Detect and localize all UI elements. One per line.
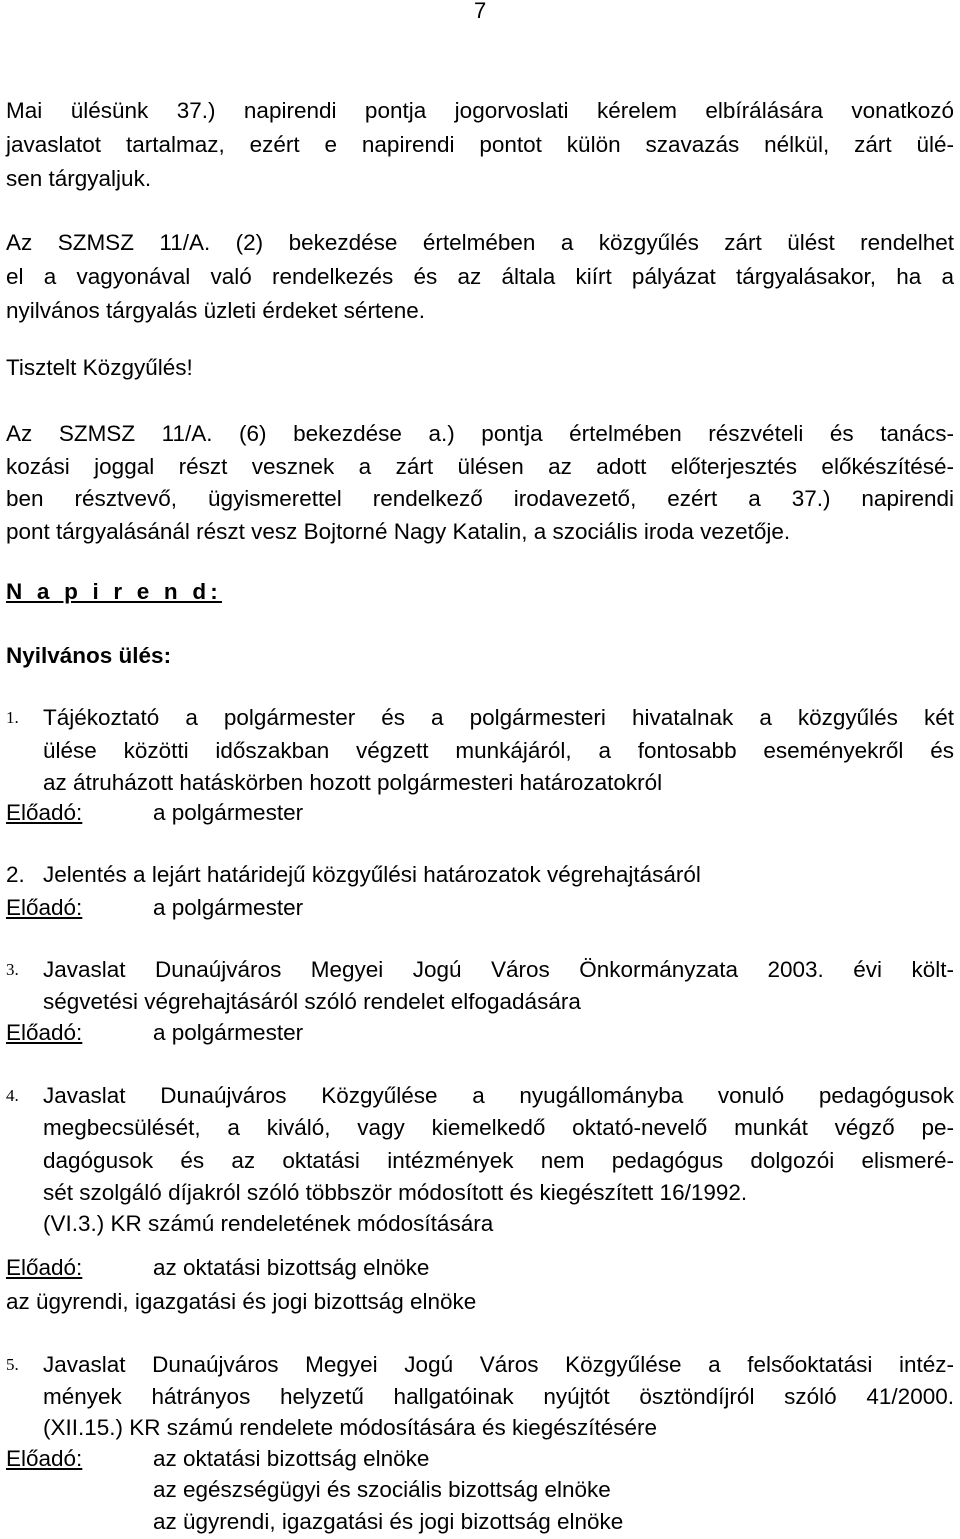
item-text-line: Javaslat Dunaújváros Közgyűlése a nyugállományba vonuló pedagógusok	[43, 1083, 954, 1108]
text-line: Mai ülésünk 37.) napirendi pontja jogorvoslati kérelem elbírálására vonatkozó	[6, 98, 954, 123]
text-line: kozási joggal részt vesznek a zárt ülésen az adott előterjesztés előkészítésé-	[6, 454, 954, 479]
text-line: pont tárgyalásánál részt vesz Bojtorné Nagy Katalin, a szociális iroda vezetője.	[6, 519, 791, 544]
greeting: Tisztelt Közgyűlés!	[6, 355, 193, 380]
page-number: 7	[474, 0, 487, 23]
text-line: javaslatot tartalmaz, ezért e napirendi pontot külön szavazás nélkül, zárt ülé-	[6, 132, 954, 157]
speaker-name: a polgármester	[153, 800, 304, 825]
speaker-label: Előadó:	[6, 1020, 83, 1045]
speaker-name: a polgármester	[153, 1020, 304, 1045]
text-line: sen tárgyaljuk.	[6, 166, 152, 191]
text-line: nyilvános tárgyalás üzleti érdeket sértene.	[6, 298, 425, 323]
speaker-label: Előadó:	[6, 1446, 83, 1471]
item-text-line: Javaslat Dunaújváros Megyei Jogú Város Közgyűlése a felsőoktatási intéz-	[43, 1352, 954, 1377]
speaker-row	[6, 1019, 954, 1047]
item-number: 4.	[6, 1086, 19, 1105]
item-text-line: ülése közötti időszakban végzett munkájáról, a fontosabb eseményekről és	[43, 738, 954, 763]
speaker-row	[6, 1445, 954, 1473]
item-number: 5.	[6, 1355, 19, 1374]
speaker-name: a polgármester	[153, 895, 304, 920]
item-text-line: Tájékoztató a polgármester és a polgármesteri hivatalnak a közgyűlés két	[43, 705, 954, 730]
item-text-line: Jelentés a lejárt határidejű közgyűlési határozatok végrehajtásáról	[43, 862, 701, 887]
item-text-line: ségvetési végrehajtásáról szóló rendelet elfogadására	[43, 989, 581, 1014]
item-text-line: az átruházott hatáskörben hozott polgármesteri határozatokról	[43, 770, 663, 795]
item-text-line: dagógusok és az oktatási intézmények nem pedagógus dolgozói elismeré-	[43, 1148, 954, 1173]
item-number: 1.	[6, 708, 19, 727]
item-text-line: sét szolgáló díjakról szóló többször módosított és kiegészített 16/1992.	[43, 1180, 748, 1205]
text-line: Az SZMSZ 11/A. (6) bekezdése a.) pontja értelmében részvételi és tanács-	[6, 421, 954, 446]
speaker-row	[6, 1254, 954, 1282]
session-heading: Nyilvános ülés:	[6, 643, 172, 668]
text-line: ben résztvevő, ügyismerettel rendelkező irodavezető, ezért a 37.) napirendi	[6, 486, 954, 511]
speaker-name-extra: az ügyrendi, igazgatási és jogi bizottság elnöke	[6, 1289, 477, 1314]
item-text-line: Javaslat Dunaújváros Megyei Jogú Város Önkormányzata 2003. évi költ-	[43, 957, 954, 982]
speaker-row	[6, 799, 954, 827]
speaker-name-extra: az egészségügyi és szociális bizottság elnöke	[153, 1477, 611, 1502]
speaker-name: az oktatási bizottság elnöke	[153, 1255, 430, 1280]
speaker-row	[6, 894, 954, 922]
item-number: 3.	[6, 960, 19, 979]
item-text-line: (VI.3.) KR számú rendeletének módosítására	[43, 1211, 494, 1236]
speaker-name: az oktatási bizottság elnöke	[153, 1446, 430, 1471]
text-line: el a vagyonával való rendelkezés és az általa kiírt pályázat tárgyalásakor, ha a	[6, 264, 954, 289]
speaker-label: Előadó:	[6, 800, 83, 825]
text-line: Az SZMSZ 11/A. (2) bekezdése értelmében a közgyűlés zárt ülést rendelhet	[6, 230, 954, 255]
item-number: 2.	[6, 862, 25, 887]
item-text-line: (XII.15.) KR számú rendelete módosítására és kiegészítésére	[43, 1415, 658, 1440]
speaker-label: Előadó:	[6, 895, 83, 920]
item-text-line: mények hátrányos helyzetű hallgatóinak nyújtót ösztöndíjról szóló 41/2000.	[43, 1384, 954, 1409]
speaker-label: Előadó:	[6, 1255, 83, 1280]
speaker-name-extra: az ügyrendi, igazgatási és jogi bizottság elnöke	[153, 1509, 624, 1534]
agenda-heading: N a p i r e n d:	[6, 579, 222, 604]
item-text-line: megbecsülését, a kiváló, vagy kiemelkedő oktató-nevelő munkát végző pe-	[43, 1115, 954, 1140]
